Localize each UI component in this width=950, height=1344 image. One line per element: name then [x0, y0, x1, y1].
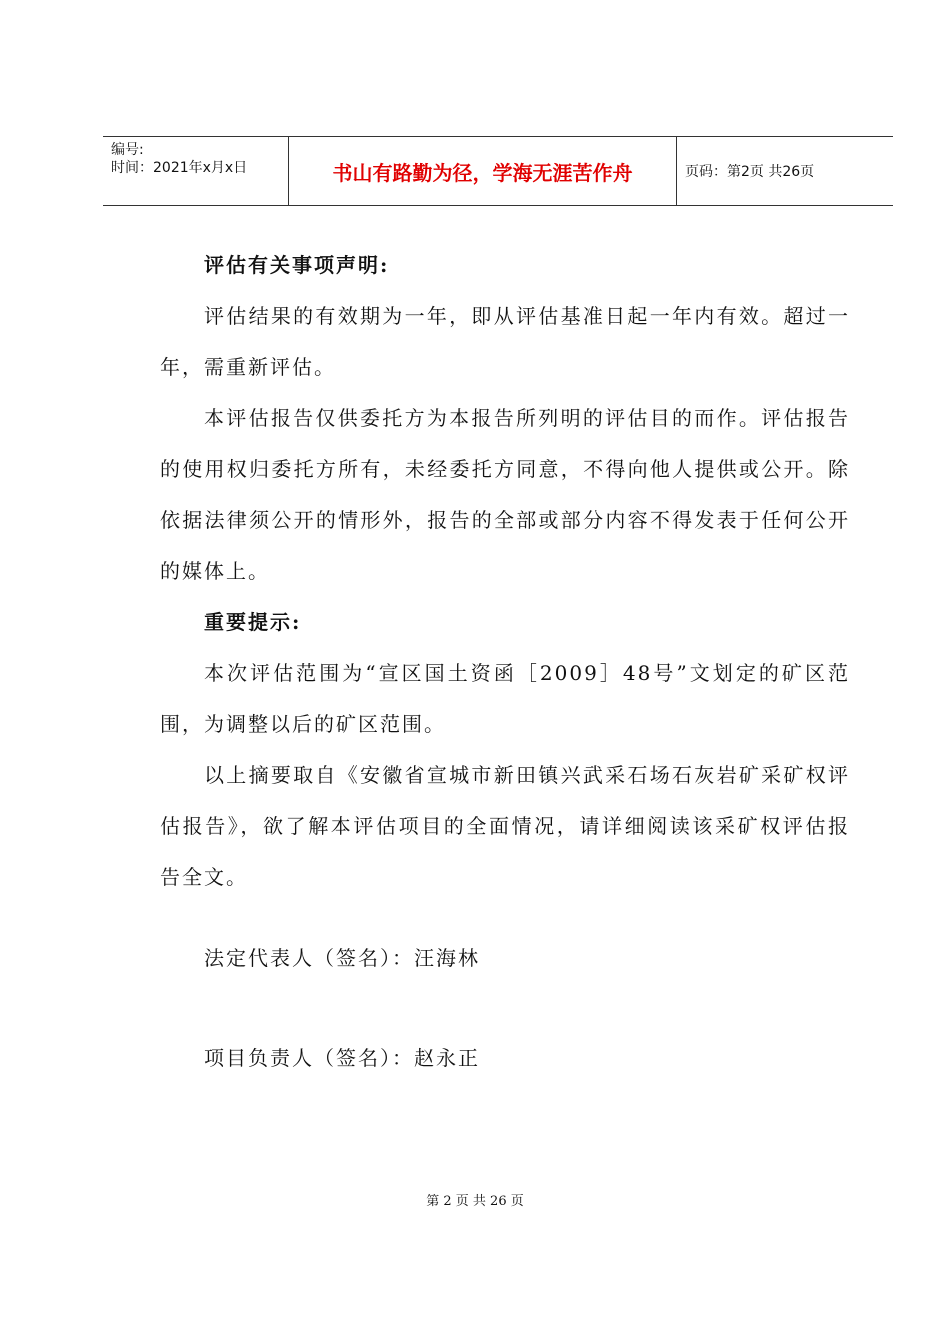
header-number-label: 编号: — [111, 142, 144, 158]
page-header — [103, 136, 893, 206]
document-body — [160, 240, 850, 903]
header-page-info: 页码：第2页 共26页 — [685, 164, 815, 180]
page-footer: 第 2 页 共 26 页 — [426, 1194, 524, 1209]
header-meta — [111, 141, 281, 177]
notice-paragraph-scope: 本次评估范围为“宣区国土资函［2009］48号”文划定的矿区范围，为调整以后的矿区范围。 — [160, 661, 850, 736]
header-date-label: 时间：2021年x月x日 — [111, 160, 248, 176]
project-lead-signature: 项目负责人（签名）：赵永正 — [204, 1046, 480, 1070]
notice-heading: 重要提示: — [204, 610, 302, 634]
statement-paragraph-usage: 本评估报告仅供委托方为本报告所列明的评估目的而作。评估报告的使用权归委托方所有，未经委托方同意，不得向他人提供或公开。除依据法律须公开的情形外，报告的全部或部分内容不得发表于任何公开的媒体上。 — [160, 406, 850, 583]
statement-paragraph-validity: 评估结果的有效期为一年，即从评估基准日起一年内有效。超过一年，需重新评估。 — [160, 304, 850, 379]
notice-paragraph-source: 以上摘要取自《安徽省宣城市新田镇兴武采石场石灰岩矿采矿权评估报告》，欲了解本评估项目的全面情况，请详细阅读该采矿权评估报告全文。 — [160, 763, 850, 889]
header-divider — [676, 137, 677, 205]
statement-heading: 评估有关事项声明: — [204, 253, 390, 277]
header-motto: 书山有路勤为径，学海无涯苦作舟 — [332, 160, 633, 185]
legal-representative-signature: 法定代表人（签名）：汪海林 — [204, 946, 480, 970]
